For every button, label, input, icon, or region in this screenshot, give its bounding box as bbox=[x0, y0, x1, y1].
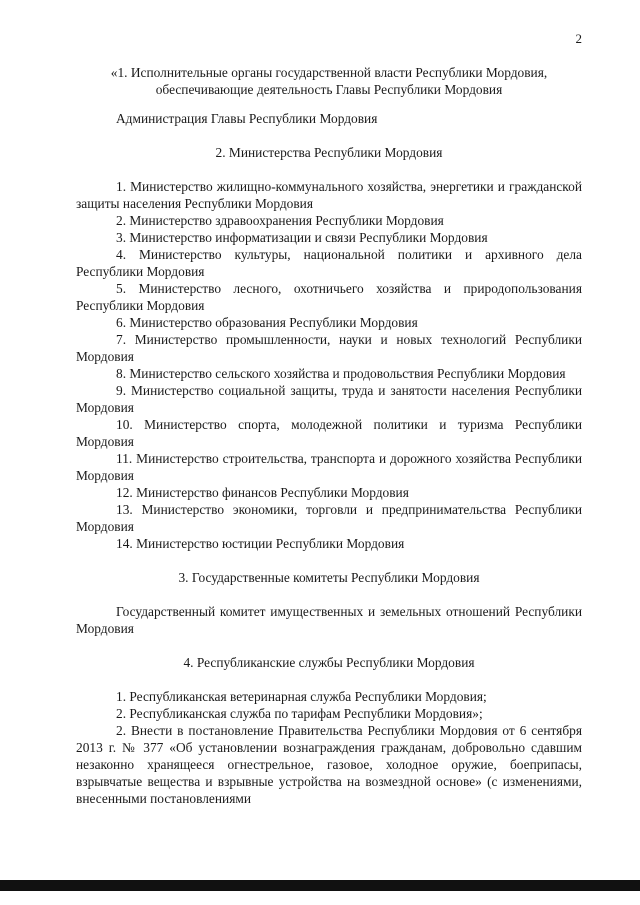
scan-bottom-edge bbox=[0, 880, 640, 891]
ministry-item: 7. Министерство промышленности, науки и новых технологий Республики Мордовия bbox=[76, 332, 582, 364]
ministry-item: 12. Министерство финансов Республики Мордовия bbox=[116, 485, 409, 500]
ministry-item: 13. Министерство экономики, торговли и предпринимательства Республики Мордовия bbox=[76, 502, 582, 534]
section4-title: 4. Республиканские службы Республики Мордовия bbox=[183, 655, 475, 670]
service-item: 2. Республиканская служба по тарифам Республики Мордовия»; bbox=[116, 706, 483, 721]
service-item: 1. Республиканская ветеринарная служба Республики Мордовия; bbox=[116, 689, 487, 704]
ministry-item: 8. Министерство сельского хозяйства и продовольствия Республики Мордовия bbox=[116, 366, 566, 381]
ministry-item: 4. Министерство культуры, национальной политики и архивного дела Республики Мордовия bbox=[76, 247, 582, 279]
ministry-item: 3. Министерство информатизации и связи Республики Мордовия bbox=[116, 230, 488, 245]
section1-title-line1: «1. Исполнительные органы государственной власти Республики Мордовия, bbox=[110, 65, 548, 80]
ministry-item: 9. Министерство социальной защиты, труда и занятости населения Республики Мордовия bbox=[76, 383, 582, 415]
clause-2: 2. Внести в постановление Правительства Республики Мордовия от 6 сентября 2013 г. № 377 «Об установлении вознаграждения гражданам, добровольно сдавшим незаконно хранящееся огнестрельное, газовое, холодное оружие, боеприпасы, взрывчатые вещества и взрывные устройства на возмездной основе» (с изменениями, внесенными постановлениями bbox=[76, 723, 582, 806]
document-body bbox=[76, 64, 582, 807]
ministry-item: 11. Министерство строительства, транспорта и дорожного хозяйства Республики Мордовия bbox=[76, 451, 582, 483]
ministry-item: 1. Министерство жилищно-коммунального хозяйства, энергетики и гражданской защиты населения Республики Мордовия bbox=[76, 179, 582, 211]
ministry-item: 10. Министерство спорта, молодежной политики и туризма Республики Мордовия bbox=[76, 417, 582, 449]
ministries-list bbox=[76, 178, 582, 552]
ministry-item: 6. Министерство образования Республики Мордовия bbox=[116, 315, 418, 330]
page-number: 2 bbox=[575, 31, 582, 46]
ministry-item: 2. Министерство здравоохранения Республики Мордовия bbox=[116, 213, 444, 228]
section2-title: 2. Министерства Республики Мордовия bbox=[215, 145, 443, 160]
section1-title-line2: обеспечивающие деятельность Главы Республики Мордовия bbox=[155, 82, 503, 97]
ministry-item: 14. Министерство юстиции Республики Мордовия bbox=[116, 536, 405, 551]
services-list bbox=[76, 688, 582, 722]
section3-title: 3. Государственные комитеты Республики Мордовия bbox=[178, 570, 480, 585]
section1-item: Администрация Главы Республики Мордовия bbox=[116, 111, 378, 126]
ministry-item: 5. Министерство лесного, охотничьего хозяйства и природопользования Республики Мордовия bbox=[76, 281, 582, 313]
section3-item: Государственный комитет имущественных и земельных отношений Республики Мордовия bbox=[76, 604, 582, 636]
